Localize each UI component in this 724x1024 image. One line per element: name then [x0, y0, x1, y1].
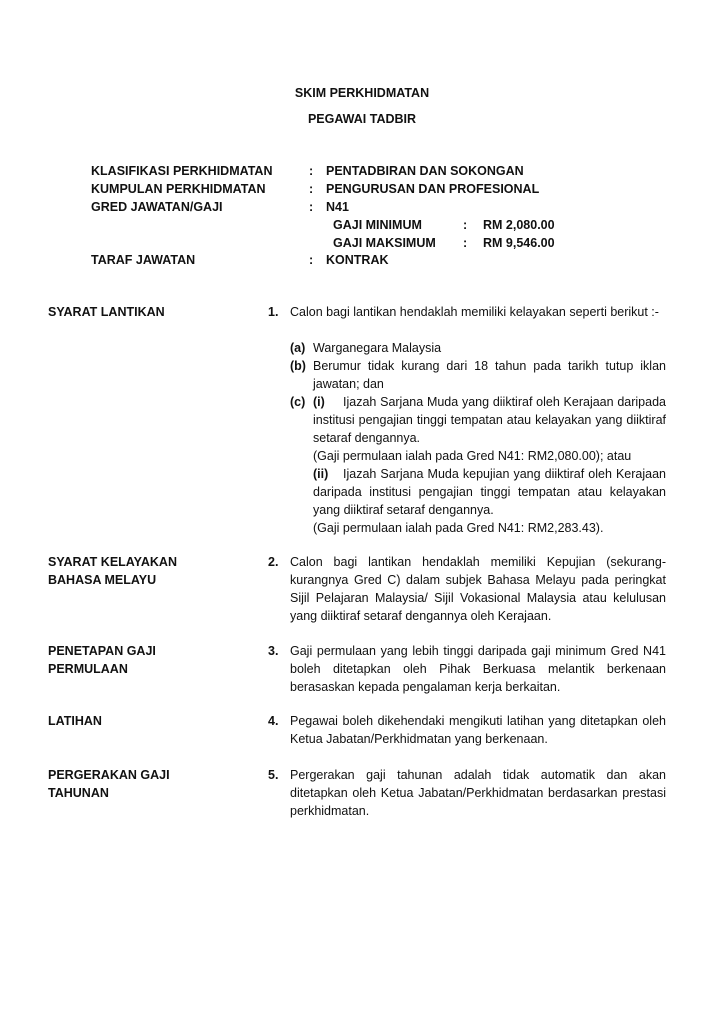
item-b-text: Berumur tidak kurang dari 18 tahun pada tarikh tutup iklan jawatan; dan [313, 359, 666, 391]
gred-label: GRED JAWATAN/GAJI [91, 200, 223, 214]
taraf-value: KONTRAK [326, 253, 389, 267]
colon: : [309, 182, 314, 196]
section-1-number: 1. [268, 305, 279, 319]
item-c-i-note: (Gaji permulaan ialah pada Gred N41: RM2,080.00); atau [313, 449, 632, 463]
item-c-ii-note: (Gaji permulaan ialah pada Gred N41: RM2,283.43). [313, 521, 604, 535]
section-5-label: PERGERAKAN GAJI TAHUNAN [48, 768, 170, 800]
section-5-text: Pergerakan gaji tahunan adalah tidak automatik dan akan ditetapkan oleh Ketua Jabatan/Perkhidmatan berdasarkan prestasi perkhidmatan. [290, 768, 666, 818]
item-b-key: (b) [290, 359, 306, 373]
section-2-number: 2. [268, 555, 279, 569]
item-a-text: Warganegara Malaysia [313, 341, 442, 355]
gaji-maksimum-value: RM 9,546.00 [483, 236, 555, 250]
colon: : [463, 236, 468, 250]
section-5-number: 5. [268, 768, 279, 782]
section-3-number: 3. [268, 644, 279, 658]
klasifikasi-value: PENTADBIRAN DAN SOKONGAN [326, 164, 524, 178]
colon: : [309, 200, 314, 214]
klasifikasi-label: KLASIFIKASI PERKHIDMATAN [91, 164, 273, 178]
item-c-key: (c) [290, 395, 306, 409]
gred-value: N41 [326, 200, 349, 214]
section-1-intro: Calon bagi lantikan hendaklah memiliki kelayakan seperti berikut :- [290, 305, 659, 319]
document-subtitle: PEGAWAI TADBIR [307, 112, 417, 126]
kumpulan-label: KUMPULAN PERKHIDMATAN [91, 182, 266, 196]
document-title: SKIM PERKHIDMATAN [294, 86, 430, 100]
gaji-minimum-label: GAJI MINIMUM [333, 218, 422, 232]
section-4-text: Pegawai boleh dikehendaki mengikuti latihan yang ditetapkan oleh Ketua Jabatan/Perkhidmatan yang berkenaan. [290, 714, 666, 746]
item-c-i-key: (i) [313, 395, 325, 409]
section-2-text: Calon bagi lantikan hendaklah memiliki Kepujian (sekurang-kurangnya Gred C) dalam subjek Bahasa Melayu pada peringkat Sijil Pelajaran Malaysia/ Sijil Vokasional Malaysia atau kelulusan yang diiktiraf setaraf dengannya oleh Kerajaan. [290, 555, 666, 623]
item-c-ii-text: Ijazah Sarjana Muda kepujian yang diiktiraf oleh Kerajaan daripada institusi pengajian tinggi tempatan atau kelayakan yang diiktiraf setaraf dengannya. [313, 467, 666, 517]
gaji-maksimum-label: GAJI MAKSIMUM [333, 236, 436, 250]
section-4-label: LATIHAN [48, 714, 102, 728]
section-1-label: SYARAT LANTIKAN [48, 305, 165, 319]
kumpulan-value: PENGURUSAN DAN PROFESIONAL [326, 182, 540, 196]
colon: : [463, 218, 468, 232]
colon: : [309, 164, 314, 178]
gaji-minimum-value: RM 2,080.00 [483, 218, 555, 232]
item-a-key: (a) [290, 341, 306, 355]
taraf-label: TARAF JAWATAN [91, 253, 196, 267]
item-c-ii-key: (ii) [313, 467, 329, 481]
section-4-number: 4. [268, 714, 279, 728]
section-3-label: PENETAPAN GAJI PERMULAAN [48, 644, 156, 676]
colon: : [309, 253, 314, 267]
item-c-i-text: Ijazah Sarjana Muda yang diiktiraf oleh Kerajaan daripada institusi pengajian tinggi tempatan atau kelayakan yang diiktiraf setaraf dengannya. [313, 395, 666, 445]
section-3-text: Gaji permulaan yang lebih tinggi daripada gaji minimum Gred N41 boleh ditetapkan oleh Pihak Berkuasa melantik berkenaan berasaskan kepada pengalaman kerja berkaitan. [290, 644, 666, 694]
section-2-label: SYARAT KELAYAKAN BAHASA MELAYU [48, 555, 177, 587]
